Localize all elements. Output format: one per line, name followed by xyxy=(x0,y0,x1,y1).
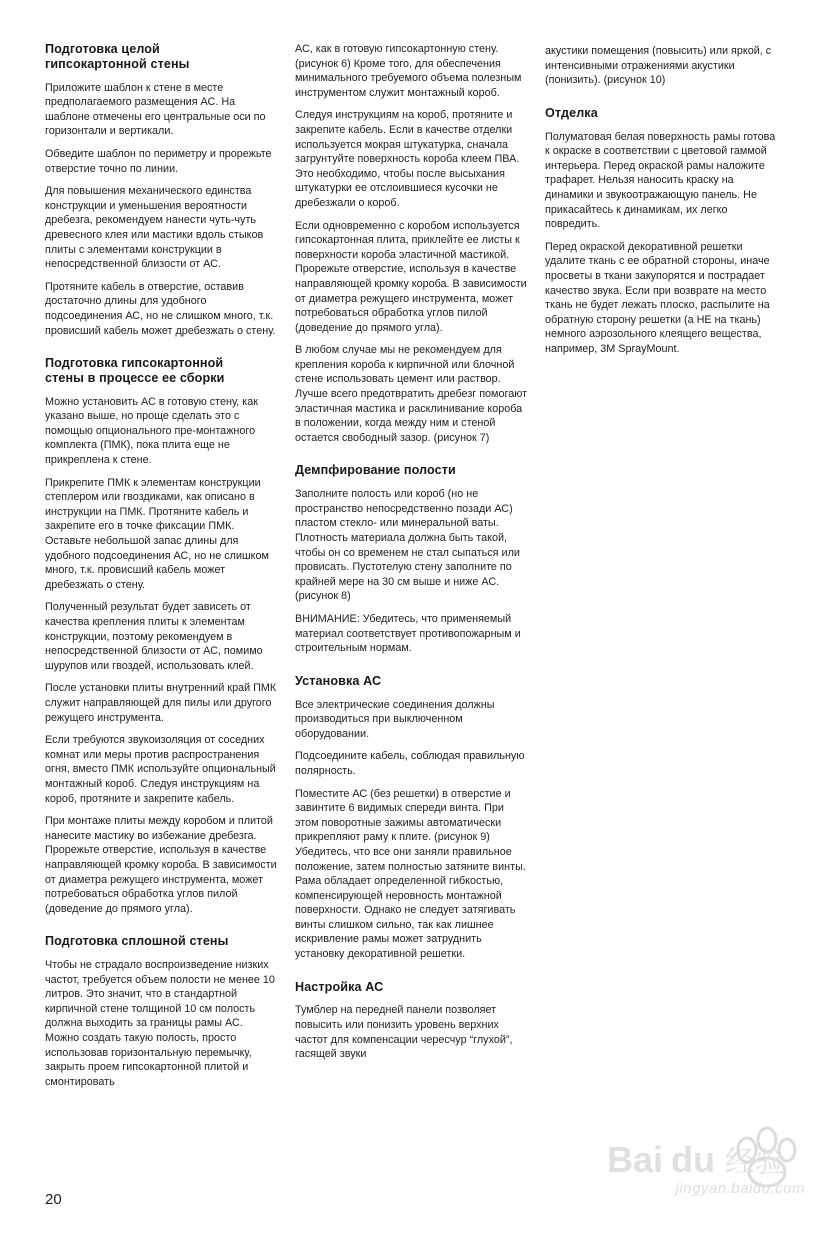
heading-solid-wall: Подготовка сплошной стены xyxy=(45,934,229,949)
column-1 xyxy=(45,42,277,1097)
paragraph: При монтаже плиты между коробом и плитой нанесите мастику во избежание дребезга. Прорежьте отверстие, используя в качестве направляющей кромку короба. В зависимости от диаметра режущего инструмента, может потребоваться обработка углов пилой (доведение до прямого угла). xyxy=(45,815,277,915)
watermark-brand2: du xyxy=(671,1139,715,1180)
paragraph: Для повышения механического единства конструкции и уменьшения вероятности дребезга, рекомендуем нанести чуть-чуть древесного клея или мастики вдоль стыков плиты с элементами конструкции в непосредственной близости от АС. xyxy=(45,185,264,271)
paragraph: Если одновременно с коробом используется гипсокартонная плита, приклейте ее листы к поверхности короба эластичной мастикой. Прорежьте отверстие, используя в качестве направляющей кромку короба. В зависимости от диаметра режущего инструмента, может потребоваться обработка углов пилой (доведение до прямого угла). xyxy=(295,219,527,334)
paragraph: Полуматовая белая поверхность рамы готова к окраске в соответствии с цветовой гаммой интерьера. Перед окраской рамы наложите трафарет. Нельзя наносить краску на динамики и звукоотражающую панель. Не прикасайтесь к динамикам, их легко повредить. xyxy=(545,130,776,231)
column-2 xyxy=(295,42,527,1070)
heading-whole-drywall: Подготовка целой гипсокартонной стены xyxy=(45,42,190,71)
paragraph: Поместите АС (без решетки) в отверстие и завинтите 6 видимых спереди винта. При этом поворотные зажимы автоматически прикрепляют раму к плите. (рисунок 9) Убедитесь, что все они заняли правильное положение, затем полностью затяните винты. Рама обладает определенной гибкостью, компенсирующей неровность монтажной поверхности. Однако не следует затягивать винты слишком сильно, так как лишнее искривление рамы может затруднить установку декоративной решетки. xyxy=(295,787,526,961)
paragraph: Тумблер на передней панели позволяет повысить или понизить уровень верхних частот для компенсации чересчур “глухой”, гасящей звуки xyxy=(295,1004,513,1061)
watermark-url: jingyan.baidu.com xyxy=(675,1180,805,1197)
paragraph: Обведите шаблон по периметру и прорежьте отверстие точно по линии. xyxy=(45,147,272,175)
paragraph: Полученный результат будет зависеть от качества крепления плиты к элементам конструкции, поэтому рекомендуем в непосредственной близости от АС, помимо шурупов или гвоздей, использовать клей. xyxy=(45,601,263,672)
paragraph: акустики помещения (повысить) или яркой, с интенсивными отражениями акустики (понизить). (рисунок 10) xyxy=(545,45,772,87)
paragraph: Приложите шаблон к стене в месте предполагаемого размещения АС. На шаблоне отмечены его центральные оси по горизонтали и вертикали. xyxy=(45,81,266,138)
paragraph: Если требуются звукоизоляция от соседних комнат или меры против распространения огня, вместо ПМК используйте опциональный монтажный короб. Следуя инструкциям на короб, протяните и закрепите кабель. xyxy=(45,734,276,805)
paragraph: Подсоедините кабель, соблюдая правильную полярность. xyxy=(295,750,525,777)
paragraph: Прикрепите ПМК к элементам конструкции степлером или гвоздиками, как описано в инструкции на ПМК. Протяните кабель и закрепите его в точке фиксации ПМК. Оставьте небольшой запас длины для удобного подсоединения АС, но не слишком много, т.к. провисший кабель может дребезжать о стену. xyxy=(45,476,269,591)
paragraph: В любом случае мы не рекомендуем для крепления короба к кирпичной или блочной стене использовать цемент или раствор. Лучше всего предотвратить дребезг помогают эластичная мастика и расклинивание короба в положении, когда между ним и стеной остается свободный зазор. (рисунок 7) xyxy=(295,344,528,444)
watermark-brand: Bai xyxy=(607,1139,664,1180)
paragraph: АС, как в готовую гипсокартонную стену. (рисунок 6) Кроме того, для обеспечения минимального требуемого объема полезным инструментом служит монтажный короб. xyxy=(295,43,522,99)
heading-finishing: Отделка xyxy=(545,105,598,120)
heading-speaker-tuning: Настройка АС xyxy=(295,979,384,994)
column-3 xyxy=(545,44,777,364)
paragraph: Заполните полость или короб (но не пространство непосредственно позади АС) пластом стекло- или минеральной ваты. Плотность материала должна быть такой, чтобы он со временем не стал сыпаться или провисать. Пустотелую стену заполните по крайней мере на 30 см выше и ниже АС. (рисунок 8) xyxy=(295,488,520,603)
paragraph: Все электрические соединения должны производиться при выключенном оборудовании. xyxy=(295,698,495,740)
paragraph: Следуя инструкциям на короб, протяните и закрепите кабель. Если в качестве отделки используется мокрая штукатурка, сначала загрунтуйте поверхность короба клеем ПВА. Это необходимо, чтобы после высыхания штукатурки ее отслоившиеся кусочки не дребезжали о короб. xyxy=(295,109,520,209)
paragraph: Чтобы не страдало воспроизведение низких частот, требуется объем полости не менее 10 литров. Это значит, что в стандартной кирпичной стене толщиной 10 см полость должна выходить за границы рамы АС. Можно создать такую полость, просто использовав горизонтальную перемычку, закрыть проем гипсокартонной плитой и смонтировать xyxy=(45,959,275,1088)
paragraph: ВНИМАНИЕ: Убедитесь, что применяемый материал соответствует противопожарным и строительным нормам. xyxy=(295,612,521,655)
heading-speaker-install: Установка АС xyxy=(295,673,382,688)
paragraph: После установки плиты внутренний край ПМК служит направляющей для пилы или другого режущего инструмента. xyxy=(45,682,277,724)
heading-cavity-damping: Демпфирование полости xyxy=(295,463,456,478)
watermark-cn: 经验 xyxy=(725,1145,785,1180)
paragraph: Протяните кабель в отверстие, оставив достаточно длины для удобного подсоединения АС, но не слишком много, т.к. провисший кабель может дребезжать о стену. xyxy=(45,280,276,337)
baidu-watermark-logo xyxy=(607,1112,807,1222)
heading-drywall-assembly: Подготовка гипсокартонной стены в процессе ее сборки xyxy=(45,356,225,385)
page-number: 20 xyxy=(45,1191,62,1208)
paragraph: Можно установить АС в готовую стену, как указано выше, но проще сделать это с помощью опционального пре-монтажного комплекта (ПМК), пока плита еще не прикреплена к стене. xyxy=(45,395,258,467)
paragraph: Перед окраской декоративной решетки удалите ткань с ее обратной стороны, иначе просветы в ткани закупорятся и пострадает качество звука. Если при возврате на место ткань не будет лежать плоско, распылите на обратную сторону решетки (а НЕ на ткань) немного аэрозольного клеящего вещества, например, 3M SprayMount. xyxy=(545,240,770,355)
